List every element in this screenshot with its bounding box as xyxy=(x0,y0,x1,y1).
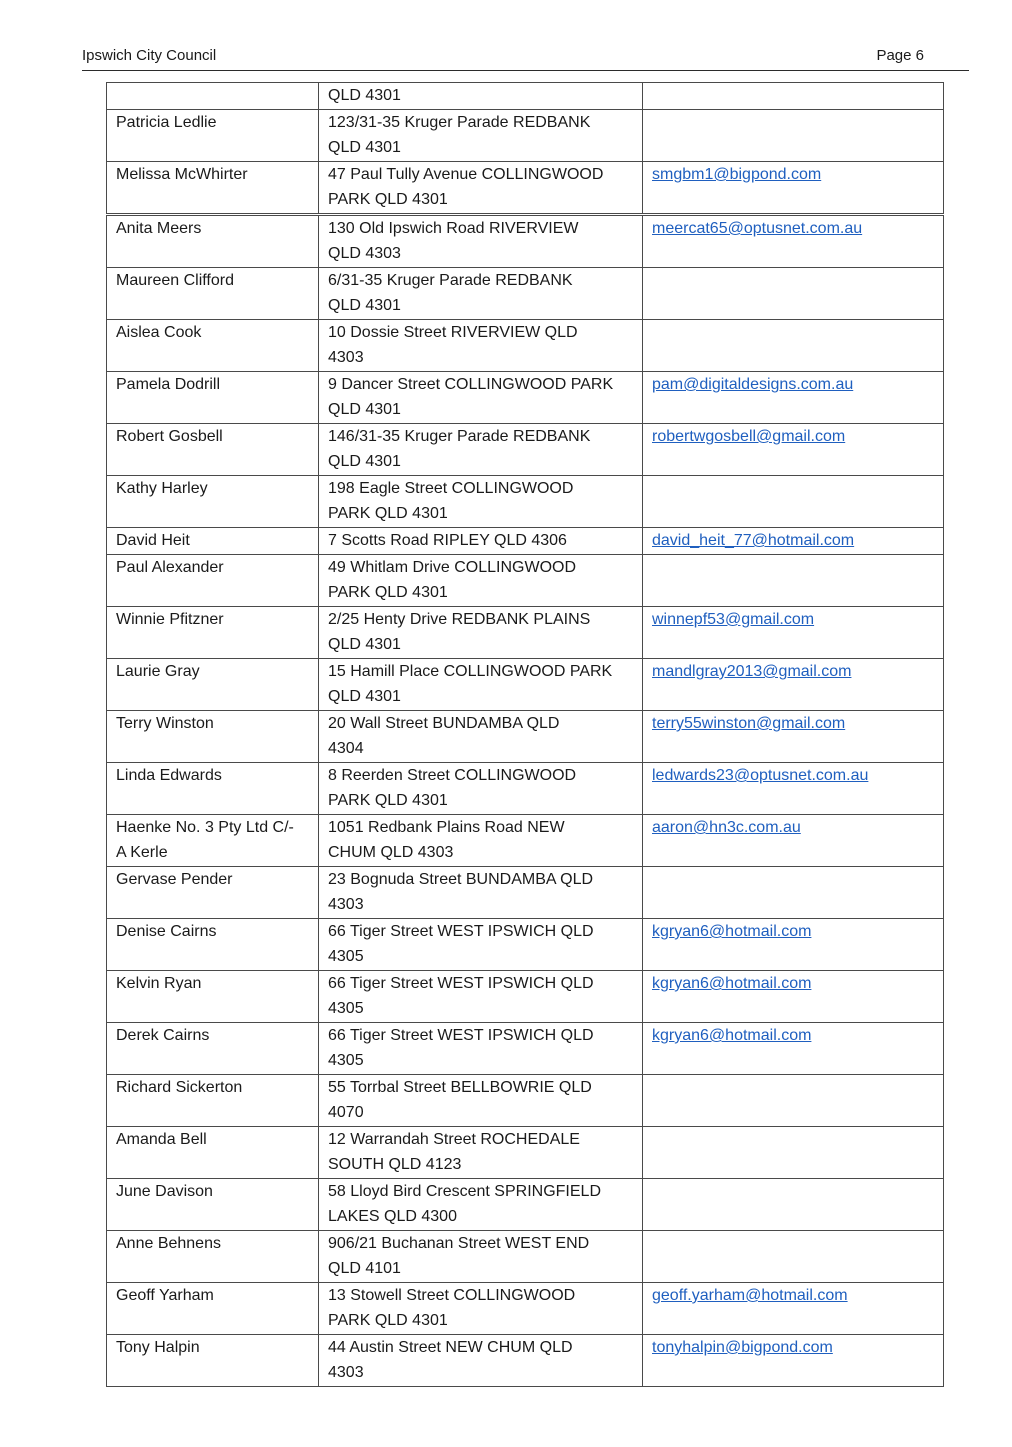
submitter-name: Geoff Yarham xyxy=(116,1287,214,1304)
submitter-name: Kathy Harley xyxy=(116,480,208,497)
submitter-address-cell xyxy=(319,110,643,162)
submitter-name-cell xyxy=(107,372,319,424)
submitter-name: Melissa McWhirter xyxy=(116,166,248,183)
submitter-address: 6/31-35 Kruger Parade REDBANK QLD 4301 xyxy=(328,272,573,314)
submitter-address-cell xyxy=(319,711,643,763)
submitter-email-cell xyxy=(643,110,944,162)
submitter-address-cell xyxy=(319,1023,643,1075)
submitter-name: Gervase Pender xyxy=(116,871,233,888)
submitter-address: 20 Wall Street BUNDAMBA QLD 4304 xyxy=(328,715,560,757)
submitter-address-cell xyxy=(319,268,643,320)
submitter-email-cell xyxy=(643,476,944,528)
submitter-name: Tony Halpin xyxy=(116,1339,200,1356)
submitter-address-cell xyxy=(319,763,643,815)
table-row xyxy=(107,711,944,763)
email-link[interactable]: robertwgosbell@gmail.com xyxy=(652,428,846,445)
table-row xyxy=(107,1335,944,1387)
submitter-email-cell xyxy=(643,372,944,424)
submitter-name: Haenke No. 3 Pty Ltd C/- A Kerle xyxy=(116,819,294,861)
submitter-address: 10 Dossie Street RIVERVIEW QLD 4303 xyxy=(328,324,578,366)
submitter-name: Robert Gosbell xyxy=(116,428,223,445)
table-row xyxy=(107,815,944,867)
submitter-address: 8 Reerden Street COLLINGWOOD PARK QLD 4301 xyxy=(328,767,577,809)
table-row xyxy=(107,268,944,320)
submitter-name-cell xyxy=(107,867,319,919)
submitter-address-cell xyxy=(319,1075,643,1127)
submitter-name: Terry Winston xyxy=(116,715,214,732)
submitter-address-cell xyxy=(319,1231,643,1283)
submitter-name-cell xyxy=(107,215,319,268)
submitter-email-cell xyxy=(643,919,944,971)
email-link[interactable]: pam@digitaldesigns.com.au xyxy=(652,376,854,393)
submitter-address-cell xyxy=(319,919,643,971)
submitter-address: QLD 4301 xyxy=(328,87,401,104)
submitters-table-body xyxy=(107,83,944,1387)
submitter-address: 2/25 Henty Drive REDBANK PLAINS QLD 4301 xyxy=(328,611,591,653)
submitter-name-cell xyxy=(107,1075,319,1127)
submitter-address-cell xyxy=(319,476,643,528)
email-link[interactable]: mandlgray2013@gmail.com xyxy=(652,663,852,680)
submitter-address: 7 Scotts Road RIPLEY QLD 4306 xyxy=(328,532,567,549)
table-row xyxy=(107,919,944,971)
submitter-email-cell xyxy=(643,320,944,372)
submitter-email-cell xyxy=(643,215,944,268)
submitter-address: 47 Paul Tully Avenue COLLINGWOOD PARK QLD 4301 xyxy=(328,166,604,208)
submitter-email-cell xyxy=(643,424,944,476)
submitter-address-cell xyxy=(319,971,643,1023)
submitter-name-cell xyxy=(107,424,319,476)
submitter-email-cell xyxy=(643,268,944,320)
submitter-address-cell xyxy=(319,372,643,424)
submitter-address: 55 Torrbal Street BELLBOWRIE QLD 4070 xyxy=(328,1079,592,1121)
table-row xyxy=(107,476,944,528)
submitter-name: Laurie Gray xyxy=(116,663,200,680)
submitter-name: Aislea Cook xyxy=(116,324,202,341)
submitter-name-cell xyxy=(107,659,319,711)
submitter-name-cell xyxy=(107,320,319,372)
table-row xyxy=(107,424,944,476)
submitter-name-cell xyxy=(107,607,319,659)
submitter-name: Patricia Ledlie xyxy=(116,114,217,131)
table-row xyxy=(107,110,944,162)
table-row xyxy=(107,1023,944,1075)
email-link[interactable]: tonyhalpin@bigpond.com xyxy=(652,1339,833,1356)
email-link[interactable]: terry55winston@gmail.com xyxy=(652,715,846,732)
table-row xyxy=(107,763,944,815)
submitter-address-cell xyxy=(319,1283,643,1335)
table-row xyxy=(107,867,944,919)
table-row xyxy=(107,1179,944,1231)
submitter-name-cell xyxy=(107,83,319,110)
submitter-name-cell xyxy=(107,1335,319,1387)
submitter-name: Kelvin Ryan xyxy=(116,975,202,992)
table-row xyxy=(107,528,944,555)
submitter-name-cell xyxy=(107,1023,319,1075)
email-link[interactable]: ledwards23@optusnet.com.au xyxy=(652,767,869,784)
submitter-name-cell xyxy=(107,110,319,162)
submitter-address: 66 Tiger Street WEST IPSWICH QLD 4305 xyxy=(328,923,594,965)
submitter-name-cell xyxy=(107,711,319,763)
email-link[interactable]: aaron@hn3c.com.au xyxy=(652,819,801,836)
table-row xyxy=(107,320,944,372)
submitter-address-cell xyxy=(319,1127,643,1179)
submitter-email-cell xyxy=(643,1283,944,1335)
submitter-name-cell xyxy=(107,763,319,815)
submitter-address: 66 Tiger Street WEST IPSWICH QLD 4305 xyxy=(328,975,594,1017)
submitter-address: 23 Bognuda Street BUNDAMBA QLD 4303 xyxy=(328,871,594,913)
submitter-name-cell xyxy=(107,555,319,607)
submitter-name: Paul Alexander xyxy=(116,559,224,576)
submitter-email-cell xyxy=(643,711,944,763)
submitter-email-cell xyxy=(643,555,944,607)
submitter-name: Denise Cairns xyxy=(116,923,217,940)
submitter-address: 58 Lloyd Bird Crescent SPRINGFIELD LAKES QLD 4300 xyxy=(328,1183,601,1225)
submitter-address-cell xyxy=(319,162,643,215)
table-row xyxy=(107,162,944,215)
page-number: Page 6 xyxy=(876,47,924,64)
submitter-name-cell xyxy=(107,1231,319,1283)
table-row xyxy=(107,1127,944,1179)
organization-name: Ipswich City Council xyxy=(82,47,217,64)
submitter-address-cell xyxy=(319,528,643,555)
submitter-address-cell xyxy=(319,659,643,711)
submitter-name: Anne Behnens xyxy=(116,1235,221,1252)
submitter-name-cell xyxy=(107,528,319,555)
email-link[interactable]: winnepf53@gmail.com xyxy=(652,611,815,628)
submitter-email-cell xyxy=(643,867,944,919)
submitter-name-cell xyxy=(107,919,319,971)
submitter-name: Winnie Pfitzner xyxy=(116,611,224,628)
submitter-address: 9 Dancer Street COLLINGWOOD PARK QLD 4301 xyxy=(328,376,614,418)
submitter-email-cell xyxy=(643,1127,944,1179)
submitter-name: Anita Meers xyxy=(116,220,202,237)
submitter-name-cell xyxy=(107,268,319,320)
submitter-address-cell xyxy=(319,607,643,659)
submitter-name: Richard Sickerton xyxy=(116,1079,243,1096)
submitter-address-cell xyxy=(319,1335,643,1387)
submitter-email-cell xyxy=(643,607,944,659)
table-row xyxy=(107,1231,944,1283)
submitter-email-cell xyxy=(643,659,944,711)
email-link[interactable]: kgryan6@hotmail.com xyxy=(652,923,812,940)
submitter-name: Pamela Dodrill xyxy=(116,376,221,393)
submitter-email-cell xyxy=(643,83,944,110)
submitter-address-cell xyxy=(319,1179,643,1231)
submitter-email-cell xyxy=(643,971,944,1023)
submitter-name-cell xyxy=(107,815,319,867)
submitter-address: 198 Eagle Street COLLINGWOOD PARK QLD 4301 xyxy=(328,480,574,522)
email-link[interactable]: geoff.yarham@hotmail.com xyxy=(652,1287,848,1304)
submitter-name-cell xyxy=(107,1127,319,1179)
submitter-address-cell xyxy=(319,83,643,110)
submitter-address: 146/31-35 Kruger Parade REDBANK QLD 4301 xyxy=(328,428,591,470)
submitter-address-cell xyxy=(319,215,643,268)
submitter-email-cell xyxy=(643,162,944,215)
submitter-name: Amanda Bell xyxy=(116,1131,207,1148)
table-row xyxy=(107,1283,944,1335)
email-link[interactable]: kgryan6@hotmail.com xyxy=(652,975,812,992)
submitter-name-cell xyxy=(107,1179,319,1231)
submitter-email-cell xyxy=(643,1335,944,1387)
table-row xyxy=(107,607,944,659)
submitter-email-cell xyxy=(643,763,944,815)
submitter-address: 12 Warrandah Street ROCHEDALE SOUTH QLD 4123 xyxy=(328,1131,580,1173)
table-row xyxy=(107,372,944,424)
submitter-address: 130 Old Ipswich Road RIVERVIEW QLD 4303 xyxy=(328,220,579,262)
email-link[interactable]: smgbm1@bigpond.com xyxy=(652,166,822,183)
submitters-table xyxy=(106,82,944,1387)
submitter-name-cell xyxy=(107,1283,319,1335)
submitter-name-cell xyxy=(107,476,319,528)
submitter-email-cell xyxy=(643,1075,944,1127)
submitter-name: David Heit xyxy=(116,532,190,549)
submitter-name: Linda Edwards xyxy=(116,767,222,784)
submitter-address-cell xyxy=(319,815,643,867)
submitter-address-cell xyxy=(319,555,643,607)
submitter-email-cell xyxy=(643,815,944,867)
submitter-address: 15 Hamill Place COLLINGWOOD PARK QLD 4301 xyxy=(328,663,613,705)
submitter-address: 44 Austin Street NEW CHUM QLD 4303 xyxy=(328,1339,573,1381)
submitter-name-cell xyxy=(107,971,319,1023)
submitter-name: June Davison xyxy=(116,1183,213,1200)
email-link[interactable]: kgryan6@hotmail.com xyxy=(652,1027,812,1044)
table-row xyxy=(107,215,944,268)
page-header xyxy=(82,45,969,71)
email-link[interactable]: meercat65@optusnet.com.au xyxy=(652,220,863,237)
submitter-address: 906/21 Buchanan Street WEST END QLD 4101 xyxy=(328,1235,590,1277)
submitter-name: Derek Cairns xyxy=(116,1027,210,1044)
table-row xyxy=(107,555,944,607)
submitter-address: 66 Tiger Street WEST IPSWICH QLD 4305 xyxy=(328,1027,594,1069)
submitter-email-cell xyxy=(643,1179,944,1231)
submitter-name-cell xyxy=(107,162,319,215)
submitter-address-cell xyxy=(319,424,643,476)
submitter-name: Maureen Clifford xyxy=(116,272,234,289)
submitter-address-cell xyxy=(319,867,643,919)
table-row xyxy=(107,83,944,110)
submitter-address: 1051 Redbank Plains Road NEW CHUM QLD 4303 xyxy=(328,819,565,861)
submitter-email-cell xyxy=(643,528,944,555)
submitter-address: 49 Whitlam Drive COLLINGWOOD PARK QLD 4301 xyxy=(328,559,577,601)
submitter-address: 13 Stowell Street COLLINGWOOD PARK QLD 4301 xyxy=(328,1287,576,1329)
submitter-address-cell xyxy=(319,320,643,372)
email-link[interactable]: david_heit_77@hotmail.com xyxy=(652,532,855,549)
table-row xyxy=(107,659,944,711)
table-row xyxy=(107,1075,944,1127)
submitter-email-cell xyxy=(643,1023,944,1075)
submitter-address: 123/31-35 Kruger Parade REDBANK QLD 4301 xyxy=(328,114,591,156)
table-row xyxy=(107,971,944,1023)
submitter-email-cell xyxy=(643,1231,944,1283)
